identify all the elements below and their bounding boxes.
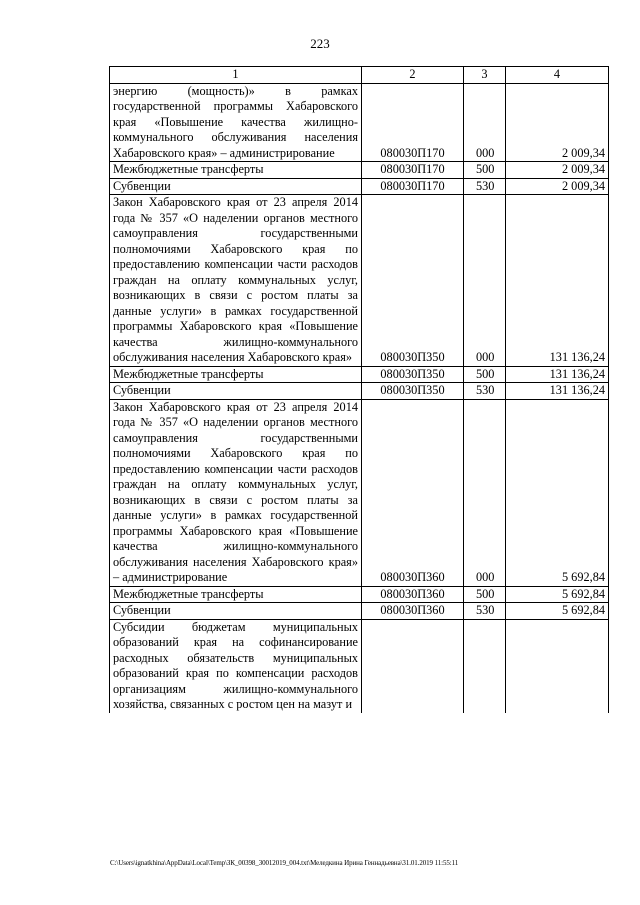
table-row <box>110 178 609 195</box>
row-type: 530 <box>464 603 506 620</box>
row-amount: 5 692,84 <box>506 399 609 586</box>
header-col-4: 4 <box>506 67 609 84</box>
header-col-1: 1 <box>110 67 362 84</box>
row-code: 080030П170 <box>362 178 464 195</box>
header-col-3: 3 <box>464 67 506 84</box>
row-amount: 131 136,24 <box>506 195 609 367</box>
row-type: 000 <box>464 195 506 367</box>
table-row <box>110 399 609 586</box>
row-name: Субвенции <box>110 603 362 620</box>
table-row <box>110 366 609 383</box>
row-type: 000 <box>464 83 506 162</box>
row-code: 080030П360 <box>362 603 464 620</box>
table-row <box>110 383 609 400</box>
row-type: 000 <box>464 399 506 586</box>
page-number: 223 <box>310 36 330 51</box>
row-code: 080030П170 <box>362 162 464 179</box>
row-amount: 2 009,34 <box>506 83 609 162</box>
header-col-2: 2 <box>362 67 464 84</box>
row-code: 080030П350 <box>362 383 464 400</box>
table-row <box>110 586 609 603</box>
row-name: Закон Хабаровского края от 23 апреля 2014 года № 357 «О наделении органов местного самоуправления государственными полномочиями Хабаровского края по предоставлению компенсации части расходов граждан на оплату коммунальных услуг, возникающих в связи с ростом платы за данные услуги» в рамках государственной программы Хабаровского края «Повышение качества жилищно-коммунального обслуживания населения Хабаровского края» – администрирование <box>110 399 362 586</box>
table-row <box>110 83 609 162</box>
budget-table <box>109 66 609 713</box>
row-amount <box>506 619 609 713</box>
row-code <box>362 619 464 713</box>
row-type: 500 <box>464 366 506 383</box>
row-code: 080030П360 <box>362 399 464 586</box>
table-row <box>110 162 609 179</box>
row-type <box>464 619 506 713</box>
row-type: 500 <box>464 586 506 603</box>
row-name: энергию (мощность)» в рамках государственной программы Хабаровского края «Повышение качества жилищно-коммунального обслуживания населения Хабаровского края» – администрирование <box>110 83 362 162</box>
row-name: Закон Хабаровского края от 23 апреля 2014 года № 357 «О наделении органов местного самоуправления государственными полномочиями Хабаровского края по предоставлению компенсации части расходов граждан на оплату коммунальных услуг, возникающих в связи с ростом платы за данные услуги» в рамках государственной программы Хабаровского края «Повышение качества жилищно-коммунального обслуживания населения Хабаровского края» <box>110 195 362 367</box>
row-amount: 5 692,84 <box>506 586 609 603</box>
row-amount: 2 009,34 <box>506 178 609 195</box>
row-amount: 5 692,84 <box>506 603 609 620</box>
row-name: Субвенции <box>110 383 362 400</box>
row-amount: 2 009,34 <box>506 162 609 179</box>
row-name: Субсидии бюджетам муниципальных образований края на софинансирование расходных обязательств муниципальных образований края по компенсации расходов организациям жилищно-коммунального хозяйства, связанных с ростом цен на мазут и <box>110 619 362 713</box>
table-header-row <box>110 67 609 84</box>
row-name: Субвенции <box>110 178 362 195</box>
row-code: 080030П350 <box>362 195 464 367</box>
row-amount: 131 136,24 <box>506 366 609 383</box>
table-row <box>110 195 609 367</box>
row-name: Межбюджетные трансферты <box>110 586 362 603</box>
row-amount: 131 136,24 <box>506 383 609 400</box>
row-type: 530 <box>464 383 506 400</box>
row-code: 080030П360 <box>362 586 464 603</box>
row-type: 500 <box>464 162 506 179</box>
table-row <box>110 603 609 620</box>
table-row <box>110 619 609 713</box>
row-code: 080030П170 <box>362 83 464 162</box>
row-name: Межбюджетные трансферты <box>110 162 362 179</box>
row-type: 530 <box>464 178 506 195</box>
row-name: Межбюджетные трансферты <box>110 366 362 383</box>
row-code: 080030П350 <box>362 366 464 383</box>
file-path-footer: C:\Users\ignatkhina\AppData\Local\Temp\ЗК_00398_30012019_004.txt\Меледкина Ирина Геннадьевна\31.01.2019 11:55:11 <box>110 859 459 867</box>
